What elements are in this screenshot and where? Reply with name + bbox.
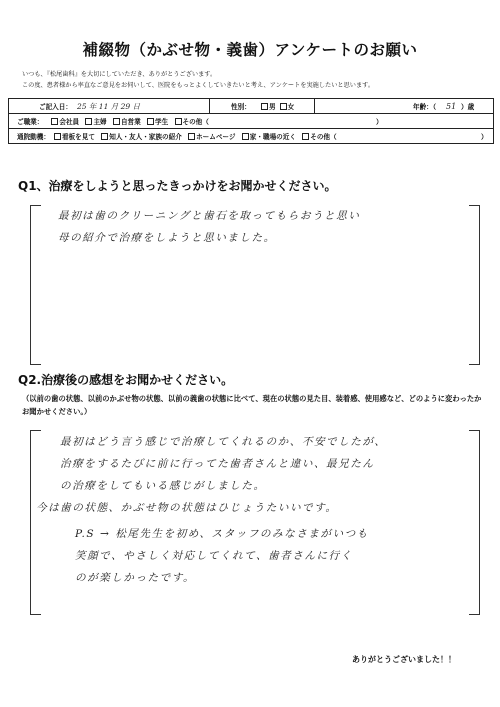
checkbox[interactable] xyxy=(280,103,287,110)
visit-options xyxy=(50,131,337,141)
intro-line: いつも、『松尾歯科』を大切にしていただき、ありがとうございます。 xyxy=(22,71,217,78)
age-label: 年齢：（ xyxy=(413,103,437,111)
occupation-option: 学生 xyxy=(155,118,169,126)
bracket-right xyxy=(469,205,480,365)
q2-title: Q2.治療後の感想をお聞かせください。 xyxy=(18,373,234,387)
checkbox[interactable] xyxy=(85,118,92,125)
checkbox[interactable] xyxy=(101,133,108,140)
q2-answer-line: 今は歯の状態、かぶせ物の状態はひじょうたいいです。 xyxy=(36,502,338,514)
visit-option: ホームページ xyxy=(196,133,236,141)
q1-title: Q1、治療をしようと思ったきっかけをお聞かせください。 xyxy=(18,179,337,193)
q1-answer-line: 最初は歯のクリーニングと歯石を取ってもらおうと思い xyxy=(58,210,361,222)
q2-answer-line: 笑顔で、やさしく対応してくれて、歯者さんに行く xyxy=(75,550,353,562)
occupation-option: 自営業 xyxy=(120,118,141,126)
q2-answer-line: の治療をしてもいる感じがしました。 xyxy=(60,480,266,492)
form-row-visit xyxy=(9,129,493,143)
checkbox[interactable] xyxy=(242,133,249,140)
bracket-left xyxy=(30,205,41,365)
bracket-left xyxy=(30,430,41,615)
q2-subtitle: （以前の歯の状態、以前のかぶせ物の状態、以前の義歯の状態に比べて、現在の状態の見た目、装着感、使用感など、どのように変わったかお聞かせください。） xyxy=(22,394,482,416)
occupation-option: 会社員 xyxy=(59,118,80,126)
checkbox[interactable] xyxy=(113,118,120,125)
date-value[interactable]: 25 年 11 月 29 日 xyxy=(77,101,141,111)
visit-label: 通院動機： xyxy=(17,133,50,141)
occupation-option: その他（ xyxy=(182,118,209,126)
age-value[interactable]: 51 xyxy=(446,101,457,111)
checkbox[interactable] xyxy=(261,103,268,110)
visit-option: その他（ xyxy=(310,133,337,141)
occupation-options xyxy=(47,116,209,126)
visit-option: 知人・友人・家族の紹介 xyxy=(109,133,182,141)
checkbox[interactable] xyxy=(302,133,309,140)
checkbox[interactable] xyxy=(188,133,195,140)
page-title: 補綴物（かぶせ物・義歯）アンケートのお願い xyxy=(82,41,418,59)
checkbox[interactable] xyxy=(147,118,154,125)
intro-line: この度、患者様から率直なご意見をお伺いして、医院をもっとよくしていきたいと考え、アンケートを実施したいと思います。 xyxy=(22,81,375,89)
form-row-basic xyxy=(9,99,493,114)
occupation-label: ご職業： xyxy=(17,118,44,126)
q2-answer-line: 治療をするたびに前に行ってた歯者さんと違い、最兄たん xyxy=(60,458,375,470)
respondent-form xyxy=(8,98,494,144)
q2-answer-area[interactable] xyxy=(30,430,480,615)
gender-option-male: 男 xyxy=(269,103,276,111)
q2-answer-line: 最初はどう言う感じで治療してくれるのか、不安でしたが、 xyxy=(60,436,387,448)
q2-answer-line: P.S → 松尾先生を初め、スタッフのみなさまがいつも xyxy=(75,528,369,540)
intro-text xyxy=(22,70,482,91)
divider xyxy=(314,99,315,113)
form-row-occupation xyxy=(9,114,493,129)
visit-option: 家・職場の近く xyxy=(249,133,296,141)
bracket-right xyxy=(469,430,480,615)
q1-answer-area[interactable] xyxy=(30,205,480,365)
gender-option-female: 女 xyxy=(287,103,295,111)
checkbox[interactable] xyxy=(175,118,182,125)
age-suffix: ）歳 xyxy=(461,103,475,111)
q2-answer-line: のが楽しかったです。 xyxy=(75,572,196,584)
gender-options xyxy=(257,101,294,111)
checkbox[interactable] xyxy=(54,133,61,140)
q1-answer-line: 母の紹介で治療をしようと思いました。 xyxy=(58,232,276,244)
visit-option: 看板を見て xyxy=(61,133,95,141)
occupation-option: 主婦 xyxy=(93,118,107,126)
divider xyxy=(209,99,210,113)
date-label: ご記入日： xyxy=(39,103,72,111)
occupation-close: ） xyxy=(376,118,383,126)
checkbox[interactable] xyxy=(51,118,58,125)
thanks-text: ありがとうございました！！ xyxy=(352,655,456,664)
visit-close: ） xyxy=(481,133,488,141)
gender-label: 性別： xyxy=(231,103,251,111)
